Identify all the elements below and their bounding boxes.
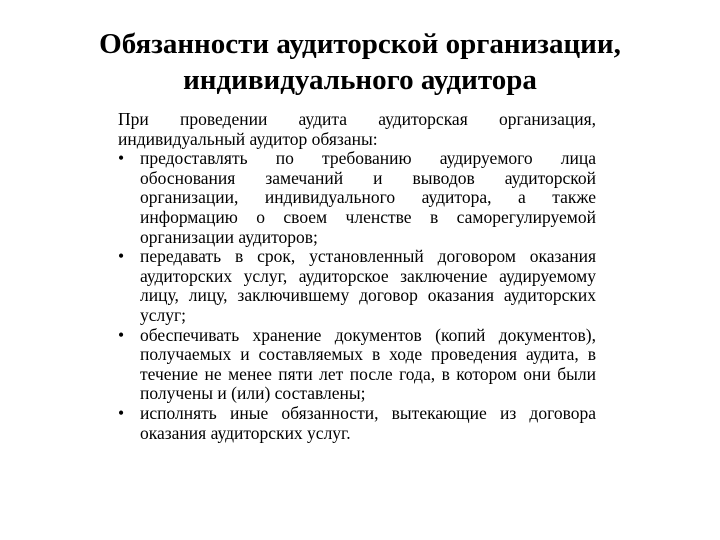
- list-item: [118, 247, 596, 325]
- list-item: [118, 149, 596, 247]
- list-item-text: предоставлять по требованию аудируемого лица обоснования замечаний и выводов аудиторской организации, индивидуального аудитора, а также информацию о своем членстве в саморегулируемой организации аудиторов;: [140, 148, 596, 247]
- bullet-icon: •: [118, 402, 125, 423]
- bullet-icon: •: [118, 324, 125, 345]
- title-line-2: индивидуального аудитора: [183, 64, 537, 96]
- duties-list: [118, 149, 596, 443]
- slide-body: [118, 110, 596, 443]
- list-item: [118, 404, 596, 443]
- bullet-icon: •: [118, 148, 125, 169]
- intro-paragraph: При проведении аудита аудиторская организация, индивидуальный аудитор обязаны:: [118, 109, 596, 149]
- list-item: [118, 326, 596, 404]
- list-item-text: исполнять иные обязанности, вытекающие из договора оказания аудиторских услуг.: [140, 402, 596, 443]
- bullet-icon: •: [118, 246, 125, 267]
- list-item-text: обеспечивать хранение документов (копий документов), получаемых и составляемых в ходе проведения аудита, в течение не менее пяти лет после года, в котором они были получены и (или) составлены;: [140, 324, 596, 404]
- title-line-1: Обязанности аудиторской организации,: [99, 28, 621, 60]
- list-item-text: передавать в срок, установленный договором оказания аудиторских услуг, аудиторское заключение аудируемому лицу, лицу, заключившему договор оказания аудиторских услуг;: [140, 246, 596, 325]
- slide-title: [60, 26, 660, 98]
